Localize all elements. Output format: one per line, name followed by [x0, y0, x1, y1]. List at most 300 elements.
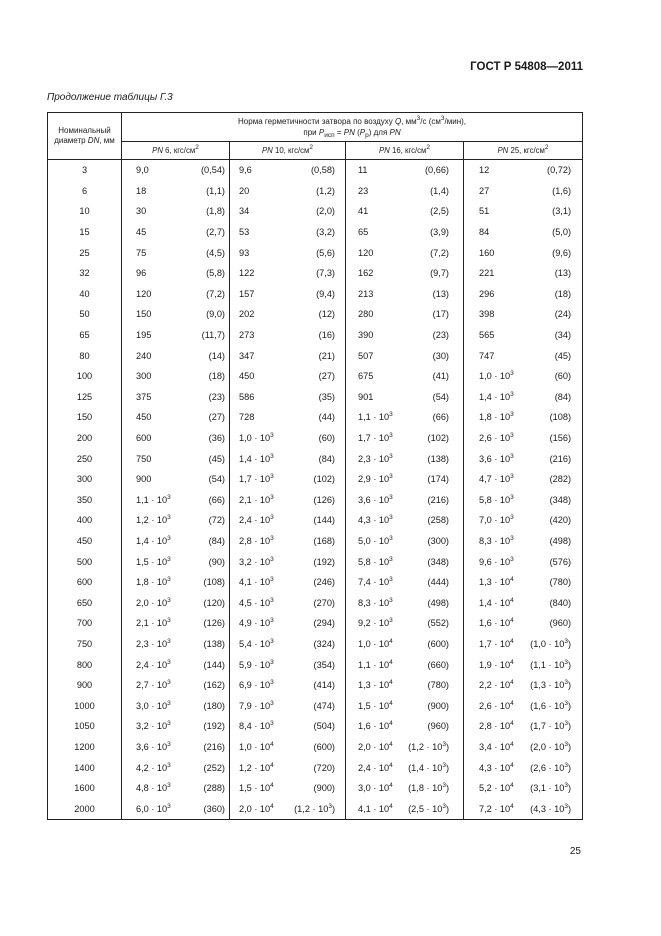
rate-cm3-per-min: (5,8): [206, 268, 225, 279]
value-cell: [464, 798, 583, 819]
rate-mm3-per-s: $1,5 \cdot 10^3$: [136, 555, 171, 567]
value-cell: [346, 531, 464, 552]
table-row: [48, 428, 583, 449]
value-cell: [346, 757, 464, 778]
rate-mm3-per-s: $1,4 \cdot 10^3$: [136, 534, 171, 546]
value-cell: [230, 613, 346, 634]
dn-cell: 500: [48, 551, 122, 572]
value-cell: [346, 407, 464, 428]
rate-mm3-per-s: $1,8 \cdot 10^3$: [136, 576, 171, 588]
page-number: 25: [569, 846, 581, 857]
main-header-line1: Норма герметичности затвора по воздуху Q, $мм^3/с$ $(см^3/мин)$,: [238, 115, 467, 126]
rate-mm3-per-s: $3,2 \cdot 10^3$: [136, 720, 171, 732]
value-cell: [464, 592, 583, 613]
value-cell: [122, 181, 230, 202]
rate-mm3-per-s: 586: [239, 391, 255, 402]
rate-mm3-per-s: $1,1 \cdot 10^3$: [358, 411, 393, 423]
rate-mm3-per-s: $2,2 \cdot 10^4$: [479, 679, 514, 691]
rate-cm3-per-min: (498): [549, 535, 572, 546]
value-cell: [464, 160, 583, 181]
value-cell: [464, 428, 583, 449]
rate-cm3-per-min: (45): [554, 350, 572, 361]
rate-mm3-per-s: $7,4 \cdot 10^3$: [358, 576, 393, 588]
rate-cm3-per-min: (720): [313, 762, 335, 773]
rate-mm3-per-s: $1,1 \cdot 10^4$: [358, 658, 393, 670]
value-cell: [230, 222, 346, 243]
table-row: [48, 284, 583, 305]
table-row: [48, 263, 583, 284]
value-cell: [122, 798, 230, 819]
dn-cell: 1600: [48, 778, 122, 799]
rate-mm3-per-s: 390: [358, 330, 374, 341]
value-cell: [122, 510, 230, 531]
value-cell: [464, 242, 583, 263]
rate-cm3-per-min: (12): [318, 309, 335, 320]
rate-cm3-per-min: (3,2): [316, 227, 335, 238]
rate-mm3-per-s: $1,4 \cdot 10^3$: [239, 452, 274, 464]
rate-cm3-per-min: (7,2): [206, 288, 225, 299]
value-cell: [464, 675, 583, 696]
rate-cm3-per-min: (168): [313, 535, 335, 546]
value-cell: [122, 448, 230, 469]
value-cell: [464, 387, 583, 408]
rate-cm3-per-min: (108): [203, 577, 225, 588]
value-cell: [464, 510, 583, 531]
value-cell: [122, 345, 230, 366]
rate-mm3-per-s: 9,6: [239, 165, 252, 176]
rate-cm3-per-min: (18): [208, 371, 225, 382]
rate-cm3-per-min: (1,2): [316, 185, 335, 196]
value-cell: [122, 592, 230, 613]
value-cell: [346, 222, 464, 243]
dn-cell: 65: [48, 325, 122, 346]
value-cell: [230, 181, 346, 202]
table-row: [48, 778, 583, 799]
rate-mm3-per-s: $1,7 \cdot 10^3$: [358, 432, 393, 444]
rate-cm3-per-min: (0,54): [200, 165, 225, 176]
table-row: [48, 695, 583, 716]
value-cell: [464, 325, 583, 346]
rate-cm3-per-min: (102): [313, 474, 335, 485]
value-cell: [464, 469, 583, 490]
rate-mm3-per-s: $3,6 \cdot 10^3$: [479, 452, 514, 464]
value-cell: [230, 387, 346, 408]
rate-mm3-per-s: 901: [358, 391, 374, 402]
rate-mm3-per-s: $1,6 \cdot 10^4$: [358, 720, 393, 732]
dn-cell: 50: [48, 304, 122, 325]
value-cell: [346, 716, 464, 737]
value-cell: [122, 551, 230, 572]
rate-mm3-per-s: 347: [239, 350, 255, 361]
value-cell: [346, 572, 464, 593]
value-cell: [346, 675, 464, 696]
table-row: [48, 222, 583, 243]
dn-cell: 10: [48, 201, 122, 222]
value-cell: [464, 695, 583, 716]
rate-cm3-per-min: $(1,1 \cdot 10^3)$: [530, 658, 572, 670]
value-cell: [464, 634, 583, 655]
dn-cell: 150: [48, 407, 122, 428]
rate-cm3-per-min: (474): [313, 700, 335, 711]
value-cell: [122, 160, 230, 181]
dn-cell: 2000: [48, 798, 122, 819]
rate-cm3-per-min: (1,8): [206, 206, 225, 217]
rate-mm3-per-s: 213: [358, 288, 374, 299]
rate-mm3-per-s: 202: [239, 309, 255, 320]
rate-cm3-per-min: (1,6): [552, 185, 572, 196]
rate-mm3-per-s: $5,4 \cdot 10^3$: [239, 637, 274, 649]
rate-cm3-per-min: (5,6): [316, 247, 335, 258]
rate-mm3-per-s: 75: [136, 247, 147, 258]
table-row: [48, 510, 583, 531]
rate-cm3-per-min: $(1,8 \cdot 10^3)$: [408, 782, 449, 794]
rate-cm3-per-min: (144): [313, 515, 335, 526]
value-cell: [122, 201, 230, 222]
rate-cm3-per-min: (27): [208, 412, 225, 423]
dn-cell: 200: [48, 428, 122, 449]
rate-mm3-per-s: $3,6 \cdot 10^3$: [136, 740, 171, 752]
value-cell: [346, 695, 464, 716]
value-cell: [122, 366, 230, 387]
value-cell: [122, 387, 230, 408]
rate-mm3-per-s: 221: [479, 268, 495, 279]
rate-cm3-per-min: (420): [549, 515, 572, 526]
value-cell: [122, 469, 230, 490]
value-cell: [464, 304, 583, 325]
value-cell: [122, 778, 230, 799]
rate-mm3-per-s: 122: [239, 268, 255, 279]
rate-mm3-per-s: $1,5 \cdot 10^4$: [358, 699, 393, 711]
dn-cell: 100: [48, 366, 122, 387]
rate-mm3-per-s: $1,3 \cdot 10^4$: [479, 576, 514, 588]
value-cell: [346, 387, 464, 408]
value-cell: [122, 325, 230, 346]
rate-cm3-per-min: (138): [427, 453, 449, 464]
rate-cm3-per-min: (7,3): [316, 268, 335, 279]
rate-cm3-per-min: (156): [549, 433, 572, 444]
value-cell: [230, 551, 346, 572]
value-cell: [464, 716, 583, 737]
table-row: [48, 490, 583, 511]
rate-mm3-per-s: $2,8 \cdot 10^4$: [479, 720, 514, 732]
rate-mm3-per-s: $2,0 \cdot 10^4$: [239, 802, 274, 814]
rate-mm3-per-s: 507: [358, 350, 374, 361]
dn-cell: 1000: [48, 695, 122, 716]
rate-mm3-per-s: 45: [136, 227, 147, 238]
rate-mm3-per-s: 747: [479, 350, 495, 361]
rate-cm3-per-min: (1,1): [206, 185, 225, 196]
rate-cm3-per-min: (780): [549, 577, 572, 588]
rate-mm3-per-s: $9,6 \cdot 10^3$: [479, 555, 514, 567]
value-cell: [122, 222, 230, 243]
table-row: [48, 716, 583, 737]
rate-cm3-per-min: (1,4): [430, 185, 449, 196]
value-cell: [464, 345, 583, 366]
dn-cell: 350: [48, 490, 122, 511]
rate-mm3-per-s: $9,2 \cdot 10^3$: [358, 617, 393, 629]
rate-cm3-per-min: (348): [549, 494, 572, 505]
rate-mm3-per-s: $2,8 \cdot 10^3$: [239, 534, 274, 546]
table-row: [48, 654, 583, 675]
rate-cm3-per-min: (300): [427, 535, 449, 546]
rate-cm3-per-min: (144): [203, 659, 225, 670]
value-cell: [346, 613, 464, 634]
rate-cm3-per-min: (0,72): [547, 165, 572, 176]
value-cell: [230, 510, 346, 531]
value-cell: [464, 263, 583, 284]
rate-cm3-per-min: (2,7): [206, 227, 225, 238]
value-cell: [346, 160, 464, 181]
value-cell: [230, 572, 346, 593]
rate-mm3-per-s: 51: [479, 206, 490, 217]
rate-mm3-per-s: $1,9 \cdot 10^4$: [479, 658, 514, 670]
rate-cm3-per-min: $(1,4 \cdot 10^3)$: [408, 761, 449, 773]
rate-cm3-per-min: (360): [203, 803, 225, 814]
rate-mm3-per-s: $1,6 \cdot 10^4$: [479, 617, 514, 629]
value-cell: [346, 366, 464, 387]
dn-cell: 125: [48, 387, 122, 408]
dn-cell: 1050: [48, 716, 122, 737]
rate-cm3-per-min: (54): [432, 391, 449, 402]
value-cell: [230, 284, 346, 305]
dn-cell: 600: [48, 572, 122, 593]
rate-cm3-per-min: (138): [203, 638, 225, 649]
rate-cm3-per-min: (84): [208, 535, 225, 546]
table-row: [48, 448, 583, 469]
rate-mm3-per-s: $4,1 \cdot 10^4$: [358, 802, 393, 814]
rate-cm3-per-min: (216): [427, 494, 449, 505]
rate-mm3-per-s: $1,7 \cdot 10^4$: [479, 637, 514, 649]
rate-cm3-per-min: (294): [313, 618, 335, 629]
table-row: [48, 798, 583, 819]
rate-cm3-per-min: (21): [318, 350, 335, 361]
rate-mm3-per-s: 160: [479, 247, 495, 258]
value-cell: [464, 572, 583, 593]
rate-cm3-per-min: $(1,0 \cdot 10^3)$: [530, 637, 572, 649]
rate-mm3-per-s: $1,2 \cdot 10^4$: [239, 761, 274, 773]
dn-cell: 650: [48, 592, 122, 613]
value-cell: [230, 160, 346, 181]
rate-mm3-per-s: 96: [136, 268, 147, 279]
value-cell: [464, 407, 583, 428]
dn-cell: 6: [48, 181, 122, 202]
value-cell: [464, 551, 583, 572]
rate-mm3-per-s: 450: [136, 412, 152, 423]
rate-mm3-per-s: 12: [479, 165, 490, 176]
rate-cm3-per-min: (216): [203, 741, 225, 752]
rate-cm3-per-min: $(4,3 \cdot 10^3)$: [530, 802, 572, 814]
rate-cm3-per-min: $(1,2 \cdot 10^3)$: [294, 802, 335, 814]
table-row: [48, 634, 583, 655]
rate-mm3-per-s: $1,0 \cdot 10^3$: [479, 370, 514, 382]
value-cell: [464, 222, 583, 243]
value-cell: [464, 181, 583, 202]
dn-cell: 450: [48, 531, 122, 552]
rate-mm3-per-s: $3,4 \cdot 10^4$: [479, 740, 514, 752]
value-cell: [346, 345, 464, 366]
rate-mm3-per-s: $2,4 \cdot 10^4$: [358, 761, 393, 773]
rate-mm3-per-s: $2,4 \cdot 10^3$: [239, 514, 274, 526]
rate-cm3-per-min: (4,5): [206, 247, 225, 258]
table-row: [48, 304, 583, 325]
rate-mm3-per-s: $1,7 \cdot 10^3$: [239, 473, 274, 485]
rate-cm3-per-min: (54): [208, 474, 225, 485]
rate-cm3-per-min: (126): [203, 618, 225, 629]
rate-mm3-per-s: $5,0 \cdot 10^3$: [358, 534, 393, 546]
rate-cm3-per-min: (13): [554, 268, 572, 279]
rate-cm3-per-min: (84): [554, 391, 572, 402]
rate-mm3-per-s: $4,1 \cdot 10^3$: [239, 576, 274, 588]
value-cell: [230, 448, 346, 469]
rate-cm3-per-min: (17): [432, 309, 449, 320]
rate-cm3-per-min: (414): [313, 680, 335, 691]
rate-mm3-per-s: $4,5 \cdot 10^3$: [239, 596, 274, 608]
rate-cm3-per-min: (162): [203, 680, 225, 691]
rate-cm3-per-min: $(2,0 \cdot 10^3)$: [530, 740, 572, 752]
rate-mm3-per-s: $3,0 \cdot 10^3$: [136, 699, 171, 711]
rate-mm3-per-s: 65: [358, 227, 369, 238]
rate-mm3-per-s: $6,0 \cdot 10^3$: [136, 802, 171, 814]
rate-mm3-per-s: 150: [136, 309, 152, 320]
rate-mm3-per-s: $4,9 \cdot 10^3$: [239, 617, 274, 629]
rate-mm3-per-s: $7,0 \cdot 10^3$: [479, 514, 514, 526]
rate-cm3-per-min: (258): [427, 515, 449, 526]
rate-mm3-per-s: $4,3 \cdot 10^3$: [358, 514, 393, 526]
dn-cell: 400: [48, 510, 122, 531]
rate-cm3-per-min: (780): [427, 680, 449, 691]
value-cell: [230, 366, 346, 387]
leakage-rate-table: [47, 112, 583, 820]
rate-mm3-per-s: 280: [358, 309, 374, 320]
value-cell: [464, 654, 583, 675]
value-cell: [122, 613, 230, 634]
dn-cell: 1200: [48, 737, 122, 758]
rate-mm3-per-s: $8,4 \cdot 10^3$: [239, 720, 274, 732]
dn-cell: 32: [48, 263, 122, 284]
rate-mm3-per-s: 120: [358, 247, 374, 258]
rate-cm3-per-min: (960): [549, 618, 572, 629]
rate-mm3-per-s: $5,8 \cdot 10^3$: [479, 493, 514, 505]
rate-cm3-per-min: (180): [203, 700, 225, 711]
rate-cm3-per-min: (900): [427, 700, 449, 711]
table-body: [48, 160, 583, 820]
rate-cm3-per-min: (0,58): [310, 165, 335, 176]
value-cell: [346, 778, 464, 799]
value-cell: [464, 613, 583, 634]
value-cell: [230, 201, 346, 222]
value-cell: [230, 531, 346, 552]
value-cell: [346, 510, 464, 531]
rate-mm3-per-s: 900: [136, 474, 152, 485]
rate-mm3-per-s: $1,5 \cdot 10^4$: [239, 782, 274, 794]
value-cell: [122, 242, 230, 263]
rate-mm3-per-s: $7,2 \cdot 10^4$: [479, 802, 514, 814]
value-cell: [122, 572, 230, 593]
document-code: ГОСТ Р 54808—2011: [470, 61, 583, 73]
rate-mm3-per-s: $3,6 \cdot 10^3$: [358, 493, 393, 505]
rate-cm3-per-min: (9,0): [206, 309, 225, 320]
value-cell: [230, 654, 346, 675]
value-cell: [230, 737, 346, 758]
value-cell: [346, 634, 464, 655]
table-row: [48, 572, 583, 593]
rate-cm3-per-min: (348): [427, 556, 449, 567]
rate-cm3-per-min: (600): [427, 638, 449, 649]
dn-cell: 700: [48, 613, 122, 634]
rate-cm3-per-min: (192): [203, 721, 225, 732]
value-cell: [346, 737, 464, 758]
table-row: [48, 181, 583, 202]
rate-mm3-per-s: 30: [136, 206, 147, 217]
value-cell: [230, 798, 346, 819]
rate-cm3-per-min: (174): [427, 474, 449, 485]
rate-cm3-per-min: (41): [432, 371, 449, 382]
rate-mm3-per-s: 398: [479, 309, 495, 320]
table-row: [48, 613, 583, 634]
rate-cm3-per-min: (9,6): [552, 247, 572, 258]
rate-mm3-per-s: $1,0 \cdot 10^4$: [358, 637, 393, 649]
rate-cm3-per-min: (576): [549, 556, 572, 567]
rate-cm3-per-min: (126): [313, 494, 335, 505]
dn-cell: 900: [48, 675, 122, 696]
rate-mm3-per-s: 27: [479, 185, 490, 196]
rate-cm3-per-min: (2,5): [430, 206, 449, 217]
rate-cm3-per-min: (18): [554, 288, 572, 299]
rate-mm3-per-s: 600: [136, 433, 152, 444]
rate-mm3-per-s: 375: [136, 391, 152, 402]
value-cell: [346, 325, 464, 346]
rate-mm3-per-s: $7,9 \cdot 10^3$: [239, 699, 274, 711]
value-cell: [230, 407, 346, 428]
rate-mm3-per-s: 120: [136, 288, 152, 299]
rate-cm3-per-min: (108): [549, 412, 572, 423]
rate-mm3-per-s: $2,1 \cdot 10^3$: [239, 493, 274, 505]
rate-cm3-per-min: (16): [318, 330, 335, 341]
value-cell: [346, 551, 464, 572]
dn-cell: 25: [48, 242, 122, 263]
rate-mm3-per-s: 300: [136, 371, 152, 382]
value-cell: [230, 345, 346, 366]
rate-mm3-per-s: 20: [239, 185, 250, 196]
rate-cm3-per-min: (192): [313, 556, 335, 567]
value-cell: [346, 448, 464, 469]
rate-mm3-per-s: $2,3 \cdot 10^3$: [136, 637, 171, 649]
table-row: [48, 592, 583, 613]
rate-cm3-per-min: $(1,7 \cdot 10^3)$: [530, 720, 572, 732]
rate-mm3-per-s: $2,9 \cdot 10^3$: [358, 473, 393, 485]
dn-cell: 300: [48, 469, 122, 490]
rate-mm3-per-s: $1,0 \cdot 10^3$: [239, 432, 274, 444]
rate-mm3-per-s: 162: [358, 268, 374, 279]
value-cell: [464, 531, 583, 552]
rate-mm3-per-s: 273: [239, 330, 255, 341]
value-cell: [122, 757, 230, 778]
value-cell: [346, 181, 464, 202]
value-cell: [122, 531, 230, 552]
value-cell: [346, 592, 464, 613]
rate-cm3-per-min: (282): [549, 474, 572, 485]
rate-cm3-per-min: (840): [549, 597, 572, 608]
rate-cm3-per-min: (288): [203, 783, 225, 794]
rate-cm3-per-min: (11,7): [201, 330, 225, 341]
value-cell: [346, 304, 464, 325]
value-cell: [464, 201, 583, 222]
rate-cm3-per-min: $(3,1 \cdot 10^3)$: [530, 782, 572, 794]
value-cell: [346, 284, 464, 305]
table-row: [48, 757, 583, 778]
value-cell: [122, 428, 230, 449]
table-row: [48, 675, 583, 696]
